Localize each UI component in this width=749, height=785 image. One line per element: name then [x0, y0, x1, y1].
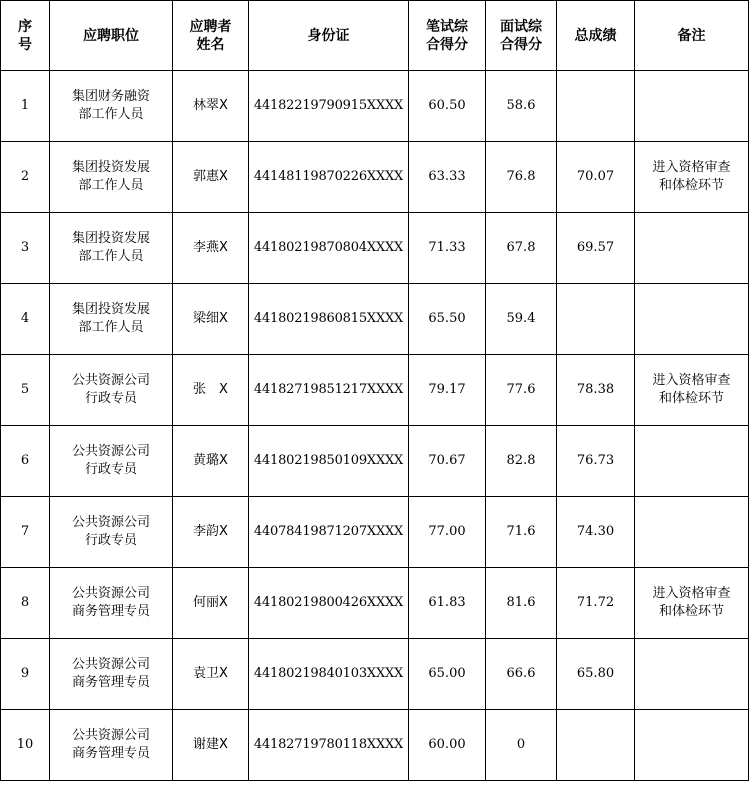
cell-interview-score: 66.6 [486, 639, 557, 710]
cell-seq: 9 [1, 639, 50, 710]
cell-id: 44180219800426XXXX [249, 568, 409, 639]
cell-total-score: 78.38 [557, 355, 635, 426]
cell-interview-score: 71.6 [486, 497, 557, 568]
cell-position: 公共资源公司 行政专员 [50, 497, 173, 568]
header-total-score: 总成绩 [557, 1, 635, 71]
cell-position: 公共资源公司 行政专员 [50, 426, 173, 497]
cell-written-score: 71.33 [409, 213, 486, 284]
cell-remark [635, 710, 749, 781]
cell-written-score: 60.00 [409, 710, 486, 781]
cell-total-score [557, 710, 635, 781]
cell-remark [635, 71, 749, 142]
cell-written-score: 77.00 [409, 497, 486, 568]
cell-total-score: 74.30 [557, 497, 635, 568]
cell-remark [635, 497, 749, 568]
cell-position: 集团投资发展 部工作人员 [50, 142, 173, 213]
cell-id: 44078419871207XXXX [249, 497, 409, 568]
cell-written-score: 63.33 [409, 142, 486, 213]
header-position: 应聘职位 [50, 1, 173, 71]
cell-id: 44182219790915XXXX [249, 71, 409, 142]
cell-id: 44180219860815XXXX [249, 284, 409, 355]
cell-name: 梁细X [173, 284, 249, 355]
cell-remark [635, 284, 749, 355]
cell-position: 公共资源公司 商务管理专员 [50, 639, 173, 710]
header-interview-score: 面试综 合得分 [486, 1, 557, 71]
cell-name: 张 X [173, 355, 249, 426]
table-row [1, 497, 749, 568]
cell-written-score: 65.50 [409, 284, 486, 355]
cell-position: 集团投资发展 部工作人员 [50, 284, 173, 355]
cell-written-score: 70.67 [409, 426, 486, 497]
cell-interview-score: 76.8 [486, 142, 557, 213]
cell-id: 44180219850109XXXX [249, 426, 409, 497]
cell-name: 林翠X [173, 71, 249, 142]
cell-remark [635, 426, 749, 497]
cell-seq: 8 [1, 568, 50, 639]
cell-id: 44180219870804XXXX [249, 213, 409, 284]
cell-total-score: 71.72 [557, 568, 635, 639]
table-row [1, 284, 749, 355]
cell-seq: 2 [1, 142, 50, 213]
cell-interview-score: 81.6 [486, 568, 557, 639]
cell-position: 公共资源公司 行政专员 [50, 355, 173, 426]
cell-position: 集团财务融资 部工作人员 [50, 71, 173, 142]
cell-name: 黄璐X [173, 426, 249, 497]
cell-seq: 6 [1, 426, 50, 497]
cell-interview-score: 59.4 [486, 284, 557, 355]
cell-remark: 进入资格审查 和体检环节 [635, 568, 749, 639]
table-row [1, 710, 749, 781]
cell-remark [635, 213, 749, 284]
table-row [1, 142, 749, 213]
header-seq: 序 号 [1, 1, 50, 71]
cell-written-score: 79.17 [409, 355, 486, 426]
cell-id: 44148119870226XXXX [249, 142, 409, 213]
cell-remark: 进入资格审查 和体检环节 [635, 142, 749, 213]
cell-seq: 4 [1, 284, 50, 355]
cell-id: 44180219840103XXXX [249, 639, 409, 710]
cell-total-score: 70.07 [557, 142, 635, 213]
header-row [1, 1, 749, 71]
cell-seq: 7 [1, 497, 50, 568]
table-row [1, 71, 749, 142]
cell-name: 李燕X [173, 213, 249, 284]
cell-name: 李韵X [173, 497, 249, 568]
table-body [1, 71, 749, 781]
table-row [1, 568, 749, 639]
cell-total-score: 65.80 [557, 639, 635, 710]
cell-interview-score: 58.6 [486, 71, 557, 142]
cell-total-score: 76.73 [557, 426, 635, 497]
cell-name: 袁卫X [173, 639, 249, 710]
table-row [1, 213, 749, 284]
cell-remark [635, 639, 749, 710]
table-row [1, 639, 749, 710]
cell-written-score: 60.50 [409, 71, 486, 142]
cell-seq: 3 [1, 213, 50, 284]
cell-id: 44182719851217XXXX [249, 355, 409, 426]
cell-seq: 5 [1, 355, 50, 426]
table-row [1, 355, 749, 426]
cell-total-score [557, 284, 635, 355]
cell-interview-score: 82.8 [486, 426, 557, 497]
table-row [1, 426, 749, 497]
cell-position: 集团投资发展 部工作人员 [50, 213, 173, 284]
cell-total-score [557, 71, 635, 142]
header-id: 身份证 [249, 1, 409, 71]
cell-name: 郭惠X [173, 142, 249, 213]
cell-id: 44182719780118XXXX [249, 710, 409, 781]
header-remark: 备注 [635, 1, 749, 71]
cell-position: 公共资源公司 商务管理专员 [50, 710, 173, 781]
cell-written-score: 65.00 [409, 639, 486, 710]
cell-total-score: 69.57 [557, 213, 635, 284]
cell-position: 公共资源公司 商务管理专员 [50, 568, 173, 639]
cell-written-score: 61.83 [409, 568, 486, 639]
cell-interview-score: 0 [486, 710, 557, 781]
cell-interview-score: 77.6 [486, 355, 557, 426]
header-written-score: 笔试综 合得分 [409, 1, 486, 71]
cell-name: 何丽X [173, 568, 249, 639]
cell-seq: 10 [1, 710, 50, 781]
cell-remark: 进入资格审查 和体检环节 [635, 355, 749, 426]
cell-name: 谢建X [173, 710, 249, 781]
cell-interview-score: 67.8 [486, 213, 557, 284]
cell-seq: 1 [1, 71, 50, 142]
header-name: 应聘者 姓名 [173, 1, 249, 71]
